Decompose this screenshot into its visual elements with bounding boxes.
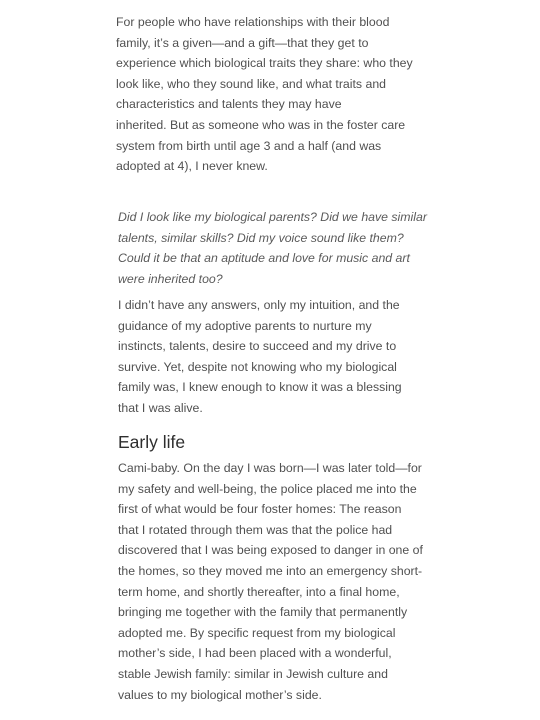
answers-paragraph: [118, 295, 402, 419]
text-line: system from birth until age 3 and a half (and was: [116, 138, 382, 153]
text-line: Did I look like my biological parents? Did we have similar: [118, 210, 427, 224]
text-line: look like, who they sound like, and what traits and: [116, 76, 387, 91]
text-line: instincts, talents, desire to succeed and my drive to: [118, 339, 397, 354]
text-line: my safety and well-being, the police placed me into the: [118, 481, 417, 496]
text-line: survive. Yet, despite not knowing who my biological: [118, 359, 397, 374]
text-line: I didn’t have any answers, only my intuition, and the: [118, 298, 400, 312]
early-life-paragraph: [118, 458, 423, 705]
text-line: mother’s side, I had been placed with a wonderful,: [118, 646, 392, 661]
text-line: discovered that I was being exposed to danger in one of: [118, 543, 423, 558]
text-line: family was, I knew enough to know it was a blessing: [118, 380, 402, 395]
text-line: that I was alive.: [118, 400, 203, 415]
italic-questions-paragraph: [118, 207, 427, 289]
text-line: talents, similar skills? Did my voice sound like them?: [118, 230, 404, 245]
text-line: that I rotated through them was that the police had: [118, 522, 393, 537]
text-line: experience which biological traits they share: who they: [116, 56, 413, 71]
text-line: the homes, so they moved me into an emergency short-: [118, 563, 423, 578]
text-line: For people who have relationships with their blood: [116, 15, 390, 29]
text-line: adopted at 4), I never knew.: [116, 159, 268, 174]
text-line: characteristics and talents they may have: [116, 97, 342, 112]
text-line: family, it’s a given—and a gift—that they get to: [116, 35, 369, 50]
text-line: were inherited too?: [118, 271, 223, 286]
text-line: first of what would be four foster homes: The reason: [118, 502, 402, 517]
text-line: inherited. But as someone who was in the foster care: [116, 117, 406, 132]
text-line: values to my biological mother’s side.: [118, 687, 322, 702]
text-line: Cami-baby. On the day I was born—I was later told—for: [118, 461, 422, 475]
intro-paragraph: [116, 12, 413, 177]
text-line: term home, and shortly thereafter, into a final home,: [118, 584, 400, 599]
section-heading: Early life: [118, 432, 186, 452]
text-line: adopted me. By specific request from my biological: [118, 625, 396, 640]
text-line: stable Jewish family: similar in Jewish culture and: [118, 666, 388, 681]
text-line: Could it be that an aptitude and love for music and art: [118, 251, 410, 266]
text-line: bringing me together with the family that permanently: [118, 605, 408, 620]
text-line: guidance of my adoptive parents to nurture my: [118, 318, 372, 333]
